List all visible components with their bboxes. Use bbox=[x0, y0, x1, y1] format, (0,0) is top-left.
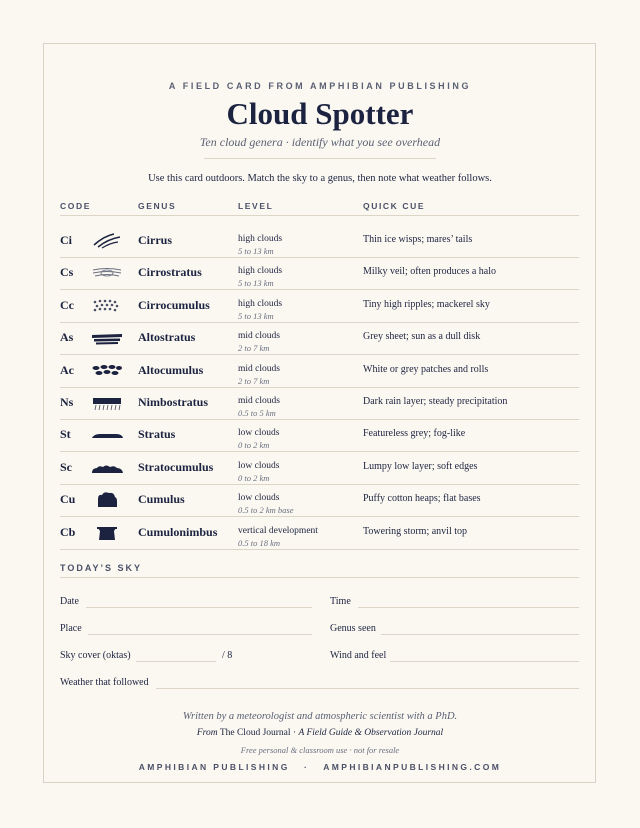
cirrocumulus-icon bbox=[90, 295, 124, 315]
row-divider bbox=[60, 419, 579, 420]
genus-code: Cu bbox=[60, 492, 76, 507]
wind-field[interactable] bbox=[390, 661, 579, 662]
cloud-level: low clouds bbox=[238, 428, 280, 439]
time-field[interactable] bbox=[358, 607, 579, 608]
cloud-level: high clouds bbox=[238, 266, 283, 277]
genus-code: Sc bbox=[60, 459, 72, 474]
row-divider bbox=[60, 387, 579, 388]
cirrostratus-icon bbox=[90, 262, 124, 282]
footer-dot: · bbox=[304, 762, 310, 772]
quick-cue: Featureless grey; fog-like bbox=[363, 428, 466, 440]
cloud-level: low clouds bbox=[238, 460, 280, 471]
source-prefix: From bbox=[196, 728, 218, 738]
cloud-level: mid clouds bbox=[238, 396, 280, 406]
quick-cue: Towering storm; anvil top bbox=[363, 525, 468, 537]
cloud-level: low clouds bbox=[238, 493, 280, 504]
genus-name: Cumulonimbus bbox=[138, 524, 218, 539]
row-divider bbox=[60, 549, 579, 550]
genus-code: Ns bbox=[60, 395, 74, 409]
sky-cover-suffix: / 8 bbox=[222, 650, 233, 661]
row-divider bbox=[60, 322, 579, 323]
genus-name: Nimbostratus bbox=[138, 395, 209, 409]
genus-name: Altostratus bbox=[138, 330, 196, 345]
time-label: Time bbox=[330, 596, 351, 607]
altostratus-icon bbox=[90, 327, 124, 347]
quick-cue: Tiny high ripples; mackerel sky bbox=[363, 298, 490, 310]
genus-seen-field[interactable] bbox=[381, 634, 579, 635]
genus-code: Ac bbox=[60, 362, 74, 377]
genus-code: St bbox=[60, 427, 71, 442]
cloud-level: vertical development bbox=[238, 525, 318, 536]
cloud-level: mid clouds bbox=[238, 331, 280, 342]
column-header-quick-cue: QUICK CUE bbox=[363, 201, 426, 211]
quick-cue: Milky veil; often produces a halo bbox=[363, 266, 497, 278]
subtitle: Ten cloud genera · identify what you see overhead bbox=[199, 135, 441, 149]
row-divider bbox=[60, 354, 579, 355]
altitude-range: 2 to 7 km bbox=[238, 343, 270, 354]
column-header-genus: GENUS bbox=[138, 201, 177, 211]
genus-name: Cirrus bbox=[138, 233, 172, 247]
date-field[interactable] bbox=[86, 607, 312, 608]
header-rule bbox=[60, 215, 579, 216]
nimbostratus-icon bbox=[90, 392, 124, 412]
eyebrow: A FIELD CARD FROM AMPHIBIAN PUBLISHING bbox=[168, 81, 472, 91]
genus-code: Ci bbox=[60, 233, 72, 247]
place-field[interactable] bbox=[88, 634, 312, 635]
publisher-website[interactable]: AMPHIBIANPUBLISHING.COM bbox=[323, 762, 502, 772]
source-line bbox=[0, 728, 640, 738]
altitude-range: 0.5 to 18 km bbox=[238, 537, 281, 548]
genus-name: Stratocumulus bbox=[138, 459, 214, 474]
altitude-range: 0 to 2 km bbox=[238, 440, 270, 451]
weather-followed-label: Weather that followed bbox=[60, 677, 149, 688]
genus-code: Cs bbox=[60, 265, 74, 280]
place-label: Place bbox=[60, 623, 82, 634]
stratocumulus-icon bbox=[90, 457, 124, 477]
row-divider bbox=[60, 516, 579, 517]
genus-name: Altocumulus bbox=[138, 362, 204, 377]
row-divider bbox=[60, 257, 579, 258]
sky-cover-field[interactable] bbox=[136, 661, 216, 662]
publisher-name: AMPHIBIAN PUBLISHING bbox=[138, 762, 290, 772]
genus-name: Cirrocumulus bbox=[138, 297, 210, 312]
cumulus-icon bbox=[90, 489, 124, 509]
quick-cue: Lumpy low layer; soft edges bbox=[363, 460, 478, 472]
source-journal: The Cloud Journal bbox=[219, 728, 291, 738]
altitude-range: 5 to 13 km bbox=[238, 278, 274, 289]
genus-seen-label: Genus seen bbox=[330, 623, 376, 634]
license-note: Free personal & classroom use · not for resale bbox=[240, 745, 400, 755]
row-divider bbox=[60, 484, 579, 485]
cirrus-icon bbox=[90, 230, 124, 250]
quick-cue: Grey sheet; sun as a dull disk bbox=[363, 331, 481, 343]
publisher-footer bbox=[0, 762, 640, 772]
quick-cue: Puffy cotton heaps; flat bases bbox=[363, 493, 481, 505]
date-label: Date bbox=[60, 596, 79, 607]
stratus-icon bbox=[90, 424, 124, 444]
page-title: Cloud Spotter bbox=[226, 96, 414, 131]
altitude-range: 2 to 7 km bbox=[238, 375, 270, 386]
quick-cue: Thin ice wisps; mares’ tails bbox=[363, 234, 473, 245]
altitude-range: 0.5 to 5 km bbox=[238, 408, 276, 418]
altitude-range: 5 to 13 km bbox=[238, 310, 274, 321]
author-credit: Written by a meteorologist and atmospheric scientist with a PhD. bbox=[182, 711, 458, 722]
intro-text: Use this card outdoors. Match the sky to a genus, then note what weather follows. bbox=[148, 173, 492, 184]
genus-code: Cc bbox=[60, 297, 74, 312]
title-divider bbox=[204, 158, 436, 159]
sky-heading-rule bbox=[60, 577, 579, 578]
todays-sky-heading: TODAY’S SKY bbox=[60, 563, 143, 573]
altitude-range: 5 to 13 km bbox=[238, 246, 274, 256]
altitude-range: 0 to 2 km bbox=[238, 472, 270, 483]
genus-name: Stratus bbox=[138, 427, 176, 442]
column-header-code: CODE bbox=[60, 201, 91, 211]
quick-cue: White or grey patches and rolls bbox=[363, 363, 489, 375]
column-header-level: LEVEL bbox=[238, 201, 274, 211]
source-subtitle: A Field Guide & Observation Journal bbox=[298, 728, 444, 738]
genus-name: Cirrostratus bbox=[138, 265, 202, 280]
cloud-level: high clouds bbox=[238, 298, 283, 309]
cloud-level: mid clouds bbox=[238, 363, 280, 374]
wind-label: Wind and feel bbox=[330, 650, 387, 661]
cloud-level: high clouds bbox=[238, 234, 283, 244]
source-separator: · bbox=[290, 728, 299, 738]
genus-code: As bbox=[60, 330, 74, 345]
altocumulus-icon bbox=[90, 360, 124, 380]
cumulonimbus-icon bbox=[90, 522, 124, 542]
weather-followed-field[interactable] bbox=[156, 688, 579, 689]
genus-name: Cumulus bbox=[138, 492, 185, 507]
genus-code: Cb bbox=[60, 524, 76, 539]
row-divider bbox=[60, 451, 579, 452]
sky-cover-label: Sky cover (oktas) bbox=[60, 650, 131, 661]
altitude-range: 0.5 to 2 km base bbox=[238, 505, 294, 516]
row-divider bbox=[60, 289, 579, 290]
quick-cue: Dark rain layer; steady precipitation bbox=[363, 396, 508, 407]
